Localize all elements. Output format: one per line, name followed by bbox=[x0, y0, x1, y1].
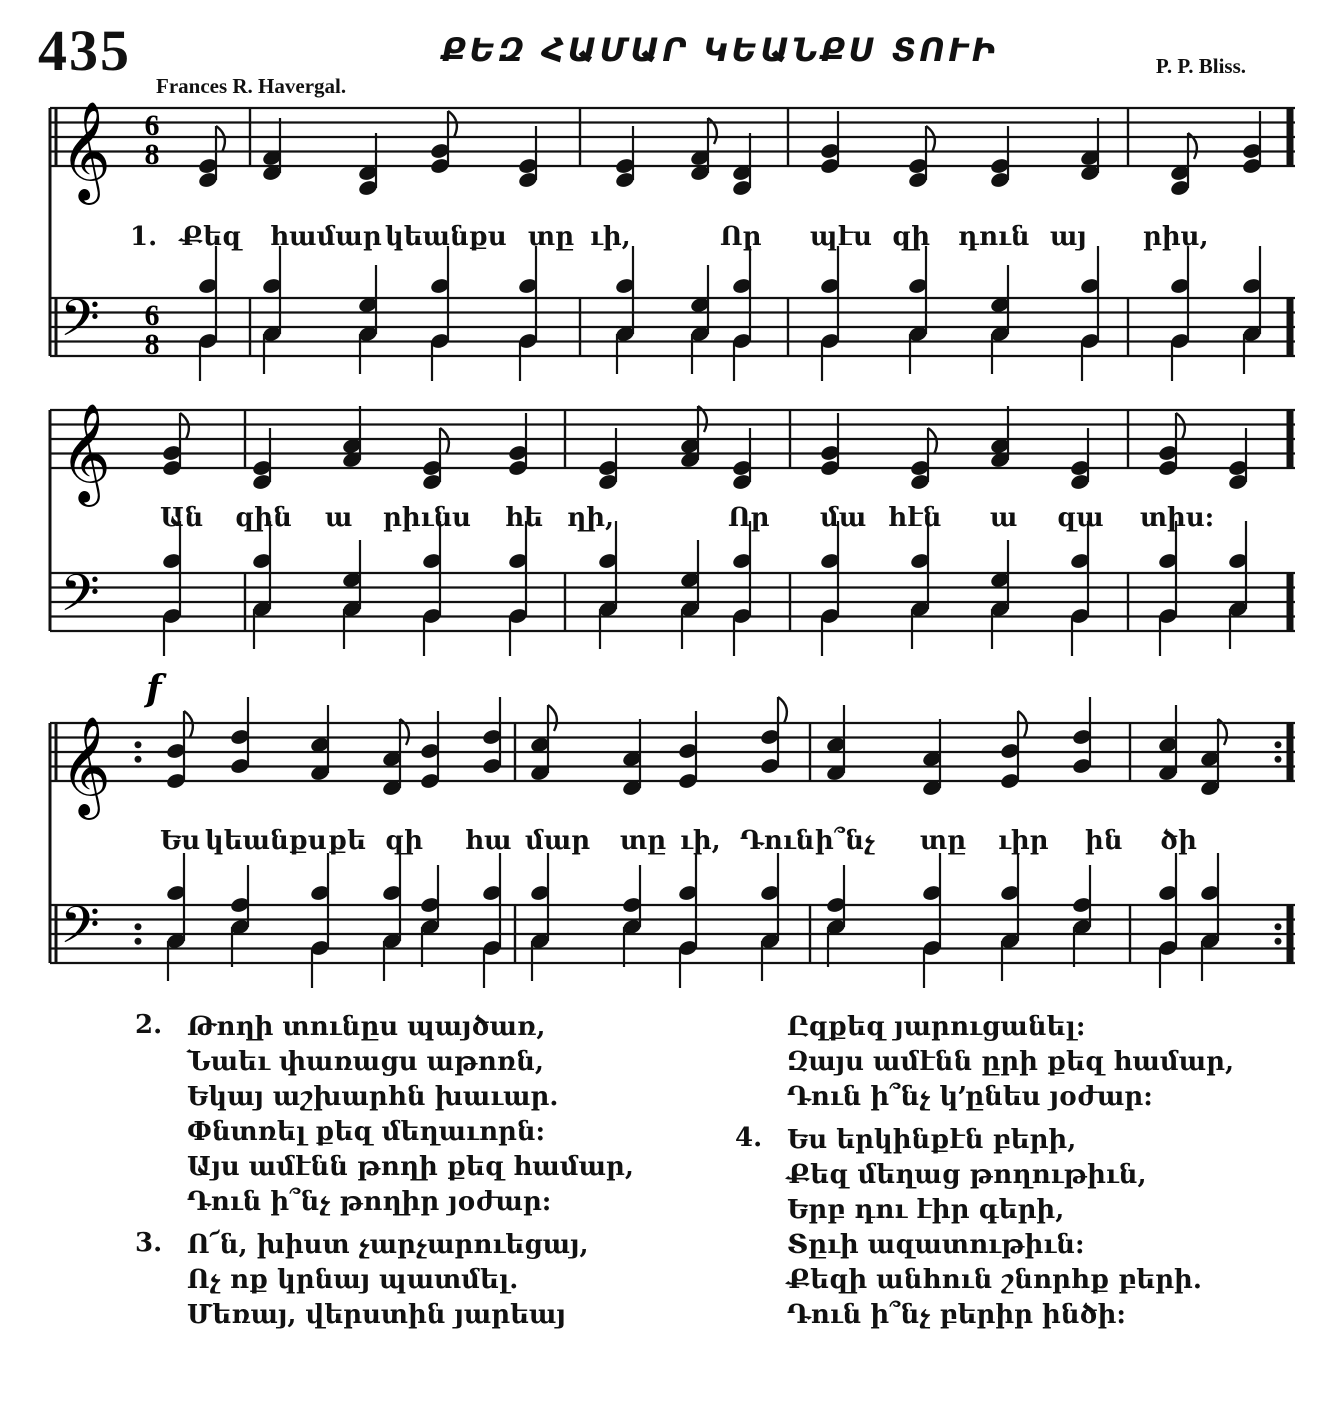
lyric-syllable: ւի, bbox=[590, 222, 631, 252]
lyric-syllable: րիս, bbox=[1143, 222, 1209, 252]
lyric-syllable: զի bbox=[892, 222, 931, 252]
verse-line: Մեռայ, վերստին յարեայ bbox=[187, 1300, 566, 1330]
additional-verses bbox=[0, 1010, 1332, 1390]
verse-number: 4. bbox=[735, 1123, 763, 1153]
lyric-syllable: պէս bbox=[810, 222, 872, 252]
verse-line: Ես երկինքէն բերի, bbox=[787, 1125, 1077, 1155]
lyric-syllable: տը bbox=[920, 826, 967, 856]
treble-clef-icon: 𝄞 bbox=[60, 403, 111, 503]
lyric-syllable: րիւնս bbox=[383, 503, 471, 533]
verse-4 bbox=[735, 1123, 1234, 1333]
repeat-dot bbox=[1275, 741, 1282, 748]
verse-line: Դուն ի՞նչ թողիր յօժար: bbox=[187, 1187, 552, 1217]
hymn-number: 435 bbox=[38, 18, 131, 83]
lyric-syllable: դուն bbox=[958, 222, 1030, 252]
lyric-syllable: մա bbox=[820, 503, 867, 533]
composer-credit: P. P. Bliss. bbox=[1155, 54, 1246, 78]
lyric-syllable: Որ bbox=[728, 503, 770, 533]
lyric-syllable: ի՞նչ bbox=[815, 826, 876, 856]
lyric-syllable: ղի, bbox=[567, 503, 615, 533]
lyric-syllable: համար bbox=[270, 222, 382, 252]
time-signature-bottom: 8 bbox=[144, 328, 160, 361]
verse-line: Եկայ աշխարհն խաւար. bbox=[187, 1082, 559, 1112]
lyric-syllable: հե bbox=[505, 503, 544, 533]
verse-line: Ո՜ն, խիստ չարչարուեցայ, bbox=[187, 1230, 589, 1260]
lyric-syllable: ւիր bbox=[998, 826, 1049, 856]
verse-line: Ըզքեզ յարուցանել: bbox=[787, 1012, 1086, 1042]
lyric-syllable: մար bbox=[525, 826, 591, 856]
note-flag bbox=[440, 428, 449, 454]
repeat-dot bbox=[135, 756, 142, 763]
verse-line: Զայս ամէնն ըրի քեզ համար, bbox=[787, 1047, 1235, 1077]
lyric-syllable: հա bbox=[465, 826, 512, 856]
note-flag bbox=[928, 428, 937, 454]
verse-number: 3. bbox=[135, 1228, 163, 1258]
verse-line: Քեզի անհուն շնորհք բերի. bbox=[787, 1265, 1202, 1295]
lyric-syllable: ա bbox=[990, 503, 1018, 533]
verse-line: Դուն ի՞նչ կ՚ընես յօժար: bbox=[787, 1082, 1153, 1112]
verse-2 bbox=[135, 1010, 634, 1220]
lyric-syllable: Ան bbox=[160, 503, 204, 533]
lyric-syllable: տիս: bbox=[1140, 503, 1215, 533]
repeat-dot bbox=[135, 741, 142, 748]
note-flag bbox=[216, 126, 225, 152]
time-signature-top: 6 bbox=[144, 299, 160, 332]
verse-number: 1. bbox=[130, 222, 158, 252]
lyric-syllable: այ bbox=[1050, 222, 1087, 252]
note-flag bbox=[926, 126, 935, 152]
lyric-syllable: տը bbox=[528, 222, 575, 252]
lyric-syllable: Դուն bbox=[740, 826, 815, 856]
lyric-line-1 bbox=[0, 222, 1332, 256]
bass-clef-icon: 𝄢 bbox=[60, 562, 100, 636]
lyric-syllable: Ես bbox=[160, 826, 201, 856]
verse-number: 2. bbox=[135, 1010, 163, 1040]
note-flag bbox=[1176, 413, 1185, 439]
lyric-syllable: ւի, bbox=[680, 826, 721, 856]
dynamic-marking: f bbox=[146, 668, 162, 710]
note-flag bbox=[180, 413, 189, 439]
lyric-syllable: տը bbox=[620, 826, 667, 856]
repeat-dot bbox=[1275, 756, 1282, 763]
verse-line: Թողի տունըս պայծառ, bbox=[187, 1012, 546, 1042]
verse-line: Ոչ ոք կրնայ պատմել. bbox=[187, 1265, 519, 1295]
verse-line: Երբ դու էիր գերի, bbox=[787, 1195, 1065, 1225]
lyric-line-2 bbox=[0, 503, 1332, 537]
verse-3-continued bbox=[735, 1010, 1234, 1115]
lyric-syllable: ա bbox=[325, 503, 353, 533]
lyric-line-3 bbox=[0, 826, 1332, 860]
lyric-syllable: քե bbox=[328, 826, 367, 856]
verse-line: Տըւի ազատութիւն: bbox=[787, 1230, 1085, 1260]
verse-line: Նաեւ փառացս աթոռն, bbox=[187, 1047, 544, 1077]
bass-clef-icon: 𝄢 bbox=[60, 287, 100, 361]
treble-clef-icon: 𝄞 bbox=[60, 716, 111, 816]
hymn-title: ՔԵԶ ՀԱՄԱՐ ԿԵԱՆՔՍ ՏՈՒԻ bbox=[441, 31, 999, 69]
lyric-syllable: զա bbox=[1057, 503, 1104, 533]
lyric-syllable: կեանքս bbox=[205, 826, 327, 856]
treble-clef-icon: 𝄞 bbox=[60, 101, 111, 201]
verses-column-right bbox=[735, 1010, 1234, 1341]
verse-line: Փնտռել քեզ մեղաւորն: bbox=[187, 1117, 546, 1147]
verse-3 bbox=[135, 1228, 634, 1333]
lyric-syllable: ին bbox=[1085, 826, 1123, 856]
verses-column-left bbox=[135, 1010, 634, 1341]
author-credit: Frances R. Havergal. bbox=[156, 74, 347, 98]
lyric-syllable: կեանքս bbox=[385, 222, 507, 252]
note-flag bbox=[778, 697, 787, 723]
verse-line: Քեզ մեղաց թողութիւն, bbox=[787, 1160, 1147, 1190]
lyric-syllable: զին bbox=[235, 503, 292, 533]
score-graphic bbox=[0, 395, 1332, 700]
note-flag bbox=[448, 111, 457, 137]
repeat-dot bbox=[135, 923, 142, 930]
repeat-dot bbox=[135, 938, 142, 945]
lyric-syllable: զի bbox=[385, 826, 424, 856]
repeat-dot bbox=[1275, 938, 1282, 945]
lyric-syllable: ծի bbox=[1160, 826, 1197, 856]
bass-clef-icon: 𝄢 bbox=[60, 894, 100, 968]
verse-line: Դուն ի՞նչ բերիր ինծի: bbox=[787, 1300, 1127, 1330]
music-system-2 bbox=[0, 395, 1332, 700]
verse-line: Այս ամէնն թողի քեզ համար, bbox=[187, 1152, 634, 1182]
time-signature-bottom: 8 bbox=[144, 138, 160, 171]
lyric-syllable: Քեզ bbox=[180, 222, 242, 252]
time-signature-top: 6 bbox=[144, 109, 160, 142]
repeat-dot bbox=[1275, 923, 1282, 930]
note-flag bbox=[548, 705, 557, 731]
lyric-syllable: Որ bbox=[720, 222, 762, 252]
lyric-syllable: հէն bbox=[888, 503, 942, 533]
